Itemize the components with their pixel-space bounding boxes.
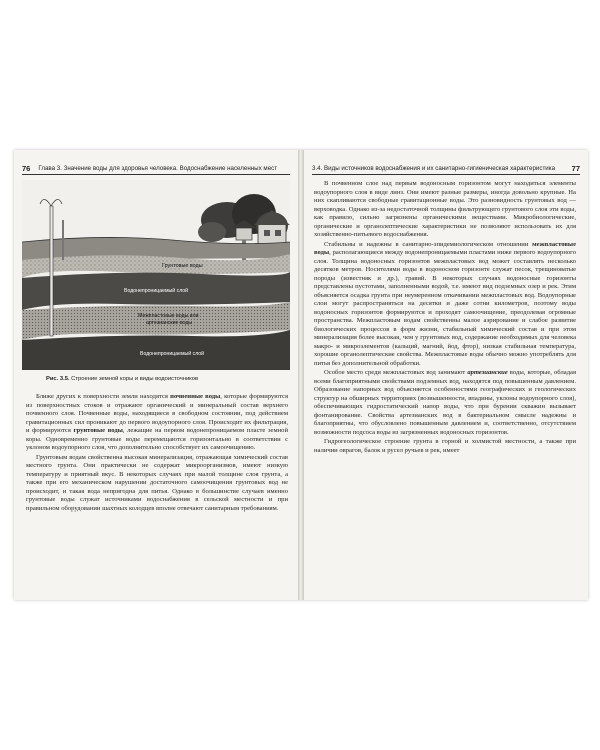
label-aquitard-top: Водонепроницаемый слой — [124, 288, 189, 294]
keyword: грунтовые воды — [73, 427, 123, 434]
left-page — [14, 150, 298, 600]
page-number-left: 76 — [22, 164, 31, 173]
keyword: межпластовые воды — [314, 240, 576, 256]
label-interstratal: Межпластовые воды или — [138, 313, 199, 319]
paragraph: Грунтовым водам свойственна высокая минерализация, отражающая химический состав местного грунта. Они практически не содержат микроорганизмов, имеют низкую температуру и приятный вкус. В некоторых случаях при малой толщине слоя грунта, а также при его механическом нарушении достаточного самоочищения грунтовых вод не происходит, и такая вода непригодна для питья. Однако в большинстве случаев именно грунтовые воды служат источниками водоснабжения в сельской местности и при правильном оборудовании шахтных колодцев вполне отвечают санитарным требованиям. — [26, 453, 288, 512]
page-number-right: 77 — [571, 164, 580, 173]
label-artesian: артезианские воды — [146, 320, 193, 326]
right-page — [304, 150, 588, 600]
running-head-left — [22, 162, 290, 175]
paragraph: Стабильны и надежны в санитарно-эпидемиологическом отношении межпластовые воды, располагающиеся между водонепроницаемыми пластами ниже первого водоупорного слоя. Толщина водоносных горизонтов межпластовых вод может составлять несколько десятков метров. Носителями воды в водоносном горизонте служат песок, трещиноватые породы (известняк и др.), гравий. В некоторых случаях водоносные горизонты представлены пустотами, заполненными водой, т.е. имеют вид подземных озер и рек. Этим объясняется осадка грунта при неумеренном откачивании межпластовых вод. Водоупорные слои могут распространяться на десятки и даже сотни километров, поэтому воды водоносных горизонтов формируются и проходят самоочищение, преодолевая огромные пространства. Межпластовым водам свойственны малое аэрирование и слабое развитие биологических процессов в форм жизни, стабильный химический состав и при этом минерализация более высокая, чем у грунтовых вод, содержание необходимых для человека макро- и микроэлементов (кальций, магний, йод, фтор), низкая стабильная температура, хорошие органолептические свойства. Межпластовые воды обычно можно употреблять для питья без дополнительной обработки. — [314, 240, 576, 367]
paragraph: Ближе других к поверхности земли находятся почвенные воды, которые формируются из поверхностных стоков и отражают органический и минеральный состав верхнего почвенного слоя. Почвенные воды, находящиеся в свободном состоянии, под действием гравитационных сил проникают до первого водоупорного слоя. Происходит их фильтрация, и формируются грунтовые воды, лежащие на первом водонепроницаемом пласте земной коры. Одновременно грунтовые воды перемещаются горизонтально в соответствии с уклоном водоупорного слоя, что дополнительно способствует их самоочищению. — [26, 393, 288, 451]
running-head-title-right: 3.4. Виды источников водоснабжения и их санитарно-гигиеническая характеристика — [312, 165, 556, 172]
right-body-text — [314, 180, 576, 455]
geology-figure — [22, 180, 290, 370]
figure-caption — [46, 376, 286, 382]
paragraph: Особое место среди межпластовых вод занимают артезианские воды, которые, обладая всеми благоприятными свойствами подземных вод, находятся под повышенным давлением. Образование напорных вод объясняется особенностями географических и геологических структур на обширных территориях (возвышенности, впадины, уклоны водоупорного слоя), обеспечивающих гидростатический напор воды, что при бурении скважин вызывает фонтанирование. Свойства артезианских вод в бактериальном смысле надежны и благоприятны, что обусловлено повышенным давлением и, соответственно, отсутствием возможности подсоса воды из загрязненных водоносных горизонтов. — [314, 369, 577, 436]
keyword: артезианские — [467, 369, 508, 376]
figure-caption-number: Рис. 3.5. — [46, 376, 70, 382]
book-spread — [14, 150, 588, 600]
geology-cross-section — [22, 180, 290, 370]
label-aquitard-bottom: Водонепроницаемый слой — [140, 351, 205, 357]
running-head-right — [312, 162, 580, 175]
paragraph: В почвенном слое над первым водоносным горизонтом могут находиться элементы водоупорного слоя в виде линз. Они имеют разные размеры, иногда довольно крупные. На них скапливаются свободные гравитационные воды. Это разновидность грунтовых вод — верховодка. Однако из-за недостаточной толщины фильтрующего грунтового слоя эти воды, как правило, сильно загрязнены органическими веществами. Микробиологические, органические и органолептические характеристики не позволяют использовать их для хозяйственно-питьевого водоснабжения. — [314, 180, 576, 238]
paragraph: Гидрогеологическое строение грунта в горной и холмистой местности, а также при наличии оврагов, балок и русел ручьев и рек, имеет — [314, 438, 576, 454]
label-groundwater: Грунтовые воды — [162, 263, 203, 269]
left-body-text — [26, 393, 288, 513]
running-head-title-left: Глава 3. Значение воды для здоровья человека. Водоснабжение населенных мест — [38, 165, 278, 172]
figure-caption-text: Строение земной коры и виды водоисточников — [71, 376, 199, 382]
keyword: почвенные воды — [170, 393, 221, 400]
